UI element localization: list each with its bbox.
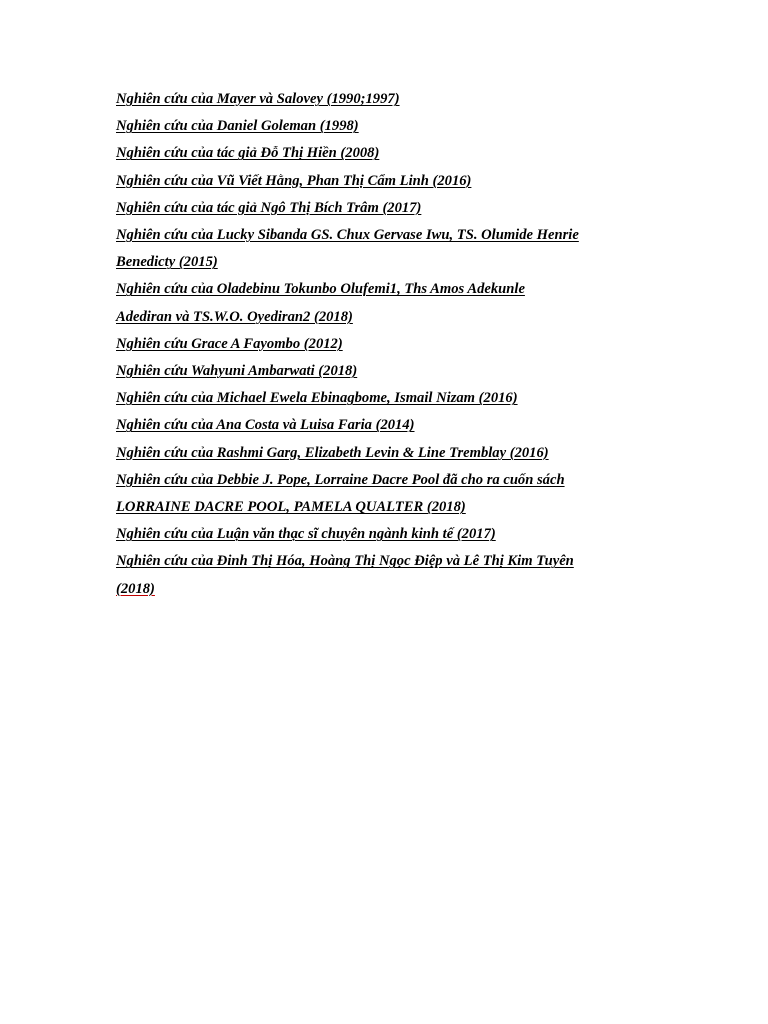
reference-link[interactable]: Nghiên cứu của Daniel Goleman (1998) [116, 118, 359, 135]
list-item [116, 222, 656, 249]
reference-link[interactable]: Nghiên cứu Wahyuni Ambarwati (2018) [116, 363, 358, 380]
list-item [116, 576, 656, 603]
list-item [116, 548, 656, 575]
reference-link[interactable]: Nghiên cứu của Debbie J. Pope, Lorraine Dacre Pool đã cho ra cuốn sách [116, 471, 565, 488]
list-item [116, 304, 656, 331]
list-item [116, 385, 656, 412]
reference-link[interactable]: Nghiên cứu của Đinh Thị Hóa, Hoàng Thị Ngọc Điệp và Lê Thị Kim Tuyên [116, 553, 574, 570]
list-item [116, 113, 656, 140]
reference-link[interactable]: Nghiên cứu của Vũ Viết Hằng, Phan Thị Cẩm Linh (2016) [116, 172, 472, 189]
list-item [116, 467, 656, 494]
list-item [116, 86, 656, 113]
list-item [116, 331, 656, 358]
list-item [116, 494, 656, 521]
reference-link[interactable]: Nghiên cứu của Luận văn thạc sĩ chuyên ngành kinh tế (2017) [116, 526, 496, 543]
list-item [116, 195, 656, 222]
reference-link[interactable]: Nghiên cứu của Lucky Sibanda GS. Chux Gervase Iwu, TS. Olumide Henrie [116, 227, 579, 244]
reference-link[interactable]: Nghiên cứu Grace A Fayombo (2012) [116, 335, 343, 352]
list-item [116, 440, 656, 467]
reference-link[interactable]: Nghiên cứu của tác giả Ngô Thị Bích Trâm (2017) [116, 199, 422, 216]
list-item [116, 358, 656, 385]
list-item [116, 249, 656, 276]
reference-link[interactable]: Nghiên cứu của Rashmi Garg, Elizabeth Levin & Line Tremblay (2016) [116, 444, 549, 461]
reference-link[interactable]: Nghiên cứu của Mayer và Salovey (1990;1997) [116, 91, 400, 107]
list-item [116, 412, 656, 439]
reference-link[interactable]: LORRAINE DACRE POOL, PAMELA QUALTER (2018) [116, 499, 466, 516]
list-item [116, 168, 656, 195]
reference-link[interactable]: (2018) [116, 580, 155, 597]
list-item [116, 521, 656, 548]
list-item [116, 140, 656, 167]
reference-link[interactable]: Adediran và TS.W.O. Oyediran2 (2018) [116, 308, 353, 325]
list-item [116, 276, 656, 303]
reference-link[interactable]: Nghiên cứu của tác giả Đỗ Thị Hiền (2008) [116, 145, 380, 162]
reference-link[interactable]: Nghiên cứu của Ana Costa và Luisa Faria (2014) [116, 417, 415, 434]
reference-link[interactable]: Benedicty (2015) [116, 254, 218, 271]
reference-link[interactable]: Nghiên cứu của Michael Ewela Ebinagbome, Ismail Nizam (2016) [116, 390, 518, 407]
reference-list [116, 86, 656, 603]
reference-link[interactable]: Nghiên cứu của Oladebinu Tokunbo Olufemi1, Ths Amos Adekunle [116, 281, 525, 298]
